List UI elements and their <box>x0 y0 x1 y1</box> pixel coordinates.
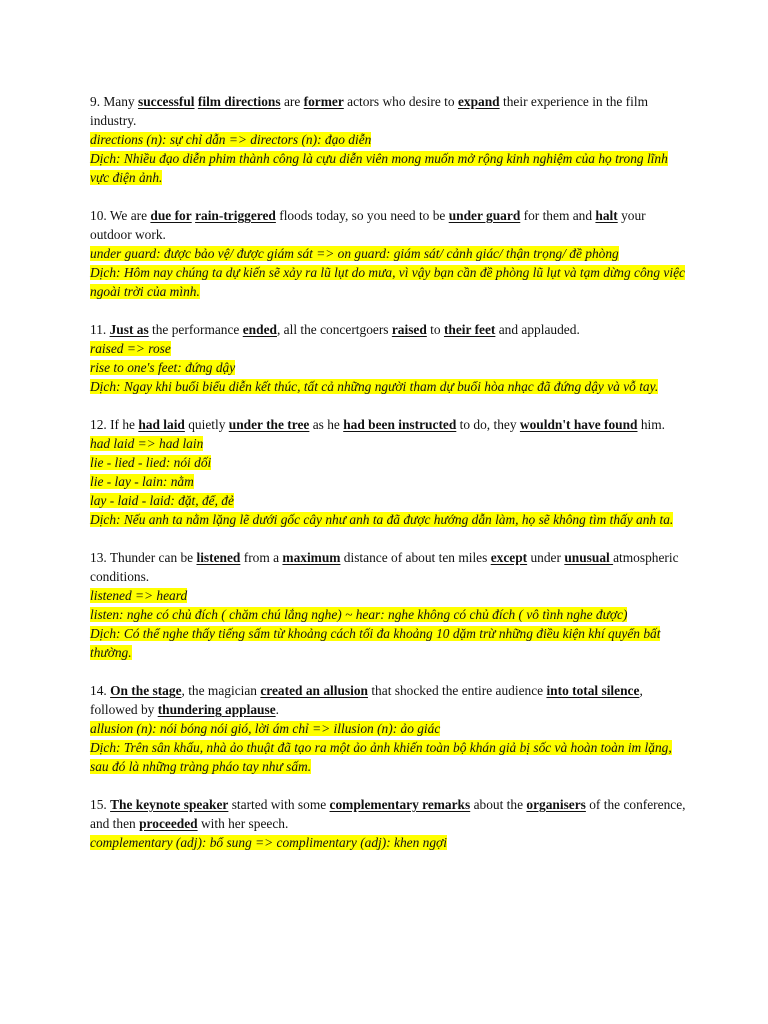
question-sentence <box>90 92 690 130</box>
highlighted-note <box>90 833 690 852</box>
sentence-text: floods today, so you need to be <box>275 208 449 223</box>
highlighted-note <box>90 472 690 491</box>
highlighted-note <box>90 358 690 377</box>
highlighted-note <box>90 263 690 301</box>
note-text: directions (n): sự chỉ dẫn => directors (n): đạo diễn <box>90 132 372 147</box>
underlined-phrase: listened <box>196 550 241 565</box>
underlined-phrase: successful <box>137 94 195 109</box>
question-block <box>90 92 690 187</box>
note-text: Dịch: Nhiều đạo diễn phim thành công là cựu diễn viên mong muốn mở rộng kinh nghiệm của họ trong lĩnh vực điện ảnh. <box>90 151 668 185</box>
note-text: lie - lay - lain: nằm <box>90 474 194 489</box>
highlighted-note <box>90 738 690 776</box>
underlined-phrase: thundering applause <box>157 702 276 717</box>
sentence-text: from a <box>240 550 283 565</box>
sentence-text: under <box>527 550 565 565</box>
note-text: had laid => had lain <box>90 436 204 451</box>
highlighted-note <box>90 624 690 662</box>
underlined-phrase: created an allusion <box>260 683 368 698</box>
underlined-phrase: former <box>303 94 344 109</box>
sentence-text: quietly <box>184 417 229 432</box>
note-text: Dịch: Hôm nay chúng ta dự kiến sẽ xảy ra lũ lụt do mưa, vì vậy bạn cần đề phòng lũ lụt và tạm dừng công việc ngoài trời của mình. <box>90 265 685 299</box>
sentence-text: atmospheric conditions. <box>90 550 679 584</box>
underlined-phrase: unusual <box>564 550 614 565</box>
question-sentence <box>90 795 690 833</box>
underlined-phrase: under the tree <box>228 417 310 432</box>
note-text: raised => rose <box>90 341 171 356</box>
sentence-text: distance of about ten miles <box>340 550 491 565</box>
underlined-phrase: expand <box>457 94 500 109</box>
highlighted-note <box>90 605 690 624</box>
sentence-text: 11. <box>90 322 110 337</box>
sentence-text: him. <box>637 417 666 432</box>
question-sentence <box>90 206 690 244</box>
note-text: under guard: được bảo vệ/ được giám sát => on guard: giám sát/ cảnh giác/ thận trọng/ đề phòng <box>90 246 619 261</box>
underlined-phrase: Just as <box>109 322 149 337</box>
note-text: Dịch: Ngay khi buổi biểu diễn kết thúc, tất cả những người tham dự buổi hòa nhạc đã đứng dậy và vỗ tay. <box>90 379 659 394</box>
sentence-text: , the magician <box>181 683 261 698</box>
underlined-phrase: rain-triggered <box>195 208 276 223</box>
question-block <box>90 206 690 301</box>
underlined-phrase: maximum <box>282 550 341 565</box>
sentence-text: about the <box>470 797 527 812</box>
question-block <box>90 795 690 852</box>
highlighted-note <box>90 453 690 472</box>
underlined-phrase: organisers <box>526 797 586 812</box>
sentence-text: as he <box>309 417 344 432</box>
question-block <box>90 415 690 529</box>
sentence-text: their experience in the film industry. <box>90 94 648 128</box>
underlined-phrase: The keynote speaker <box>110 797 229 812</box>
sentence-text: 15. <box>90 797 111 812</box>
sentence-text: and applauded. <box>495 322 580 337</box>
sentence-text: that shocked the entire audience <box>367 683 547 698</box>
highlighted-note <box>90 510 690 529</box>
underlined-phrase: raised <box>391 322 427 337</box>
sentence-text: . <box>275 702 279 717</box>
underlined-phrase: due for <box>150 208 192 223</box>
sentence-text: for them and <box>520 208 596 223</box>
question-block <box>90 681 690 776</box>
sentence-text: to <box>426 322 444 337</box>
note-text: listen: nghe có chủ đích ( chăm chú lắng nghe) ~ hear: nghe không có chủ đích ( vô tình nghe được) <box>90 607 628 622</box>
sentence-text: actors who desire to <box>343 94 458 109</box>
sentence-text: 9. Many <box>90 94 138 109</box>
note-text: rise to one's feet: đứng dậy <box>90 360 236 375</box>
sentence-text: the performance <box>148 322 243 337</box>
sentence-text: with her speech. <box>197 816 289 831</box>
note-text: lay - laid - laid: đặt, để, đẻ <box>90 493 234 508</box>
note-text: allusion (n): nói bóng nói gió, lời ám chỉ => illusion (n): ảo giác <box>90 721 441 736</box>
underlined-phrase: had been instructed <box>343 417 457 432</box>
question-sentence <box>90 415 690 434</box>
underlined-phrase: proceeded <box>139 816 198 831</box>
note-text: lie - lied - lied: nói dối <box>90 455 212 470</box>
sentence-text: 13. Thunder can be <box>90 550 197 565</box>
underlined-phrase: film directions <box>197 94 281 109</box>
note-text: Dịch: Trên sân khấu, nhà ảo thuật đã tạo ra một ảo ảnh khiến toàn bộ khán giả bị sốc và hoàn toàn im lặng, sau đó là những tràng pháo tay như sấm. <box>90 740 672 774</box>
note-text: listened => heard <box>90 588 188 603</box>
sentence-text: , all the concertgoers <box>276 322 392 337</box>
highlighted-note <box>90 586 690 605</box>
highlighted-note <box>90 719 690 738</box>
sentence-text: started with some <box>228 797 330 812</box>
note-text: Dịch: Có thể nghe thấy tiếng sấm từ khoảng cách tối đa khoảng 10 dặm trừ những điều kiện khí quyển bất thường. <box>90 626 661 660</box>
underlined-phrase: wouldn't have found <box>519 417 638 432</box>
question-sentence <box>90 681 690 719</box>
highlighted-note <box>90 149 690 187</box>
highlighted-note <box>90 244 690 263</box>
highlighted-note <box>90 339 690 358</box>
question-block <box>90 320 690 396</box>
underlined-phrase: ended <box>242 322 277 337</box>
underlined-phrase: into total silence <box>546 683 640 698</box>
underlined-phrase: under guard <box>448 208 521 223</box>
underlined-phrase: On the stage <box>110 683 182 698</box>
question-block <box>90 548 690 662</box>
sentence-text: 10. We are <box>90 208 151 223</box>
note-text: complementary (adj): bổ sung => complimentary (adj): khen ngợi <box>90 835 447 850</box>
sentence-text: 12. If he <box>90 417 139 432</box>
sentence-text: to do, they <box>456 417 520 432</box>
sentence-text: of the conference, and then <box>90 797 686 831</box>
highlighted-note <box>90 130 690 149</box>
highlighted-note <box>90 377 690 396</box>
underlined-phrase: halt <box>595 208 618 223</box>
underlined-phrase: had laid <box>138 417 185 432</box>
question-sentence <box>90 320 690 339</box>
question-sentence <box>90 548 690 586</box>
sentence-text: , followed by <box>90 683 643 717</box>
underlined-phrase: their feet <box>443 322 496 337</box>
highlighted-note <box>90 434 690 453</box>
sentence-text: 14. <box>90 683 111 698</box>
underlined-phrase: except <box>490 550 528 565</box>
highlighted-note <box>90 491 690 510</box>
underlined-phrase: complementary remarks <box>329 797 471 812</box>
sentence-text: your outdoor work. <box>90 208 646 242</box>
note-text: Dịch: Nếu anh ta nằm lặng lẽ dưới gốc cây như anh ta đã được hướng dẫn làm, họ sẽ không tìm thấy anh ta. <box>90 512 674 527</box>
sentence-text: are <box>280 94 304 109</box>
